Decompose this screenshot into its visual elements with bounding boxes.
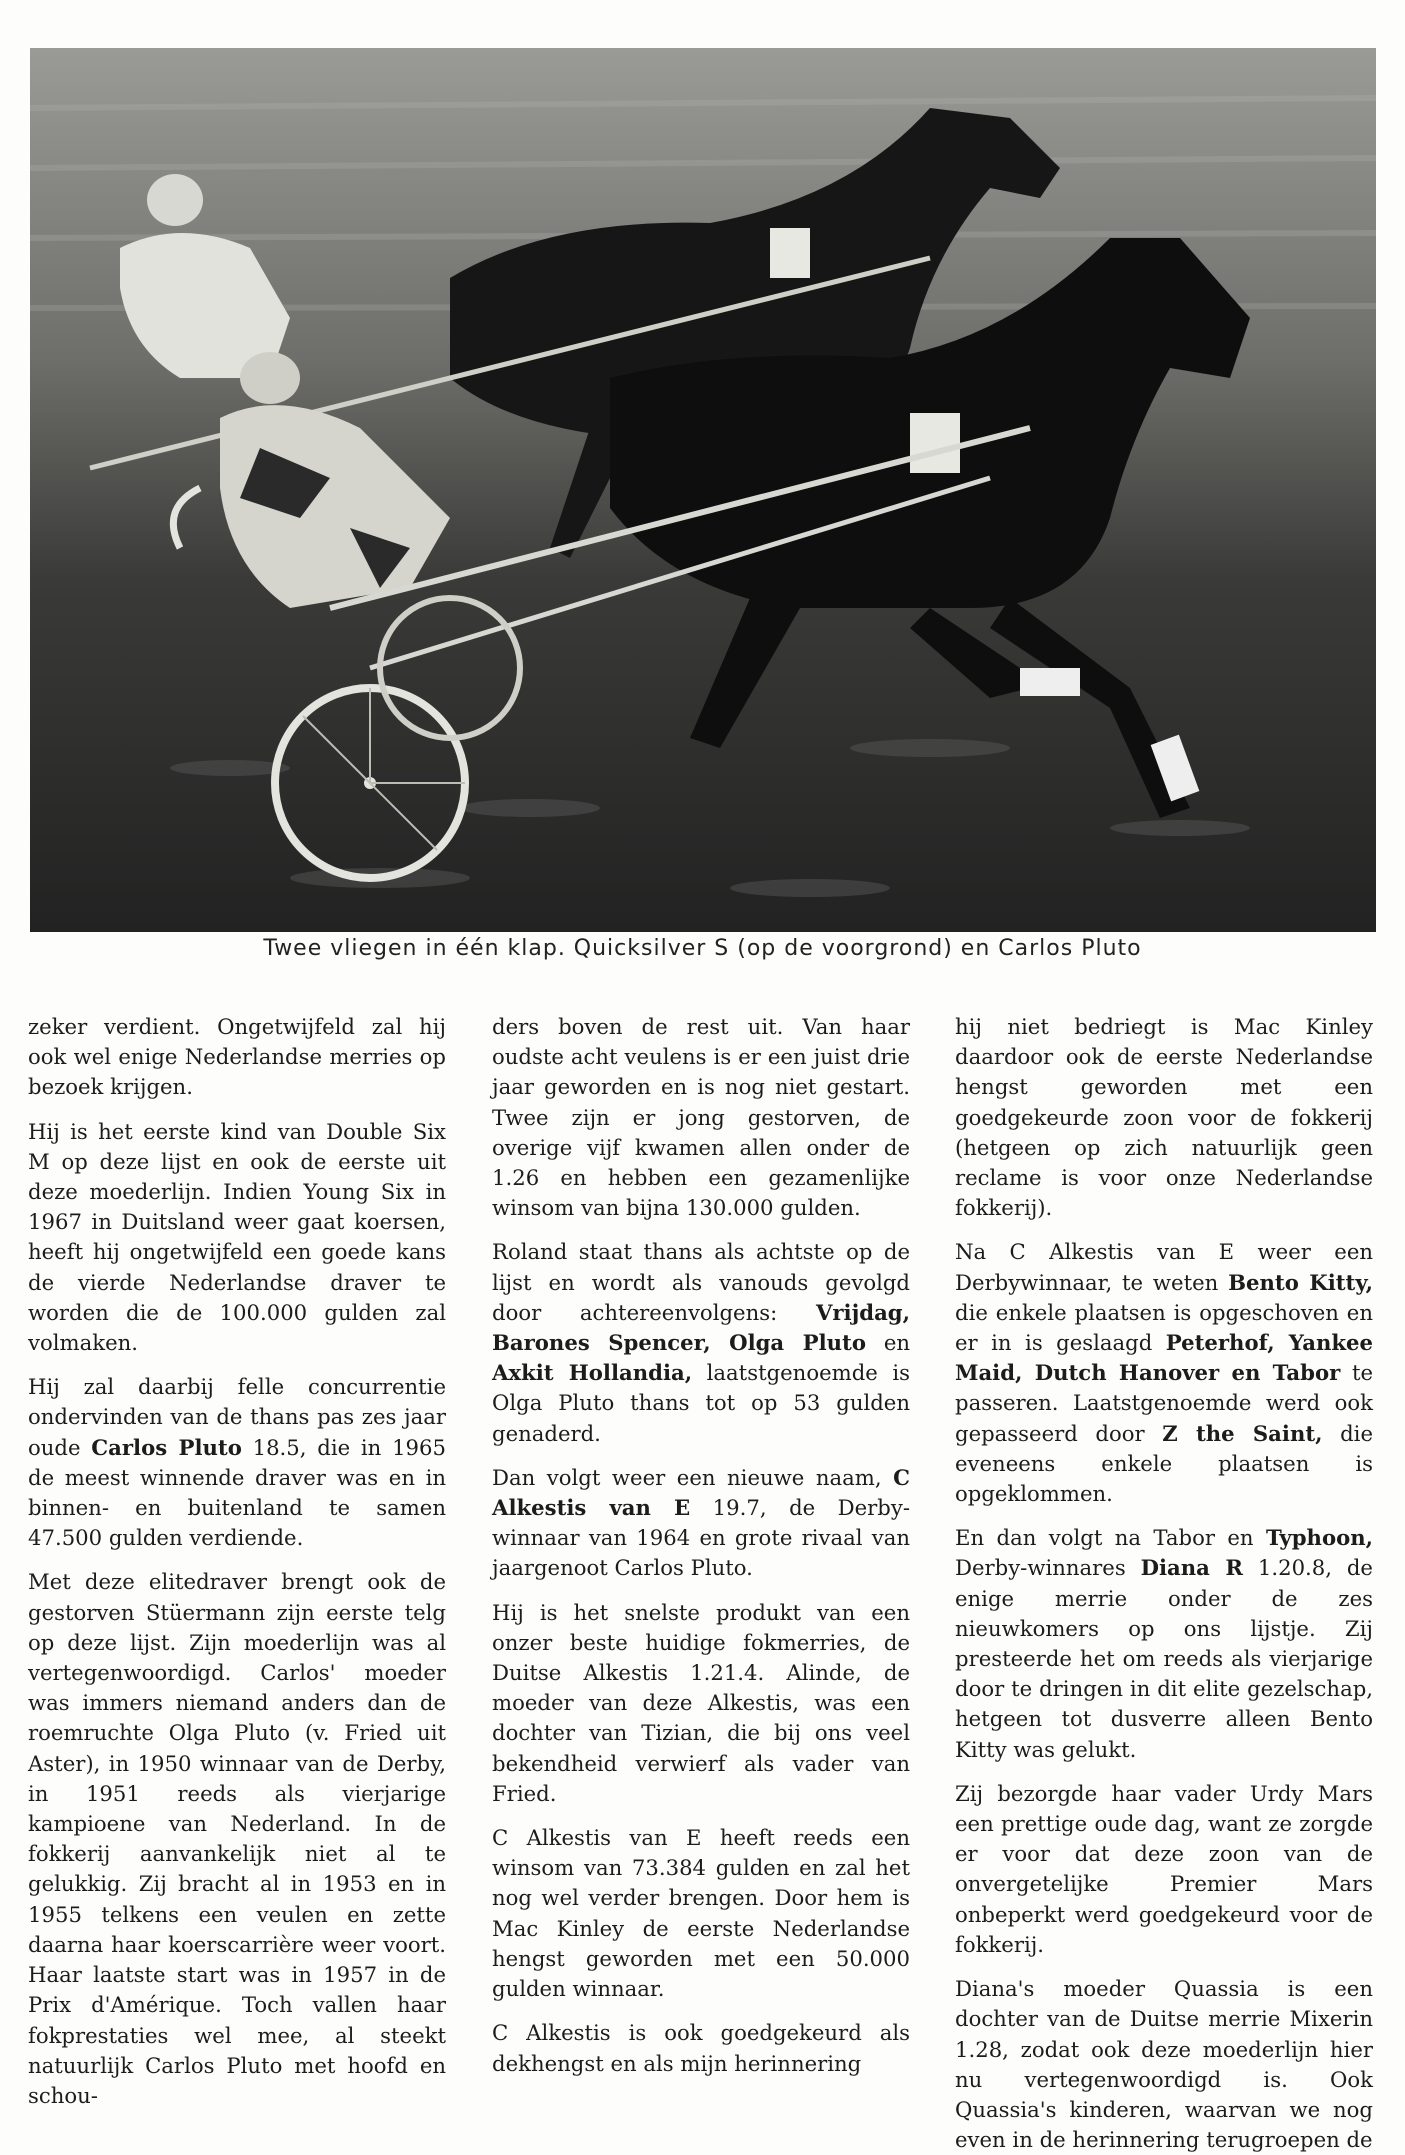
bold-name: Diana R	[1140, 1555, 1243, 1581]
text-run: hij niet bedriegt is Mac Kinley daardoor ook de eerste Nederlandse hengst geworden met een goedgekeurde zoon voor de fokkerij (hetgeen op zich natuurlijk geen reclame is voor onze Nederlandse fokkerij).	[955, 1014, 1373, 1221]
text-run: die eveneens enkele plaatsen is opgeklommen.	[955, 1420, 1373, 1507]
text-run: Hij is het eerste kind van Double Six M op deze lijst en ook de eerste uit deze moederlijn. Indien Young Six in 1967 in Duitsland weer gaat koersen, heeft hij ongetwijfeld een goede kans de vierde Nederlandse draver te worden die de 100.000 gulden zal volmaken.	[28, 1118, 446, 1356]
text-run: C Alkestis is ook goedgekeurd als dekhengst en als mijn herinnering	[492, 2020, 910, 2076]
bold-name: Z the Saint,	[1162, 1420, 1323, 1446]
text-run: Na C Alkestis van E weer een Derbywinnaar, te weten	[955, 1239, 1373, 1295]
text-run: Hij is het snelste produkt van een onzer beste huidige fokmerries, de Duitse Alkestis 1.21.4. Alinde, de moeder van deze Alkestis, was een dochter van Tizian, die bij ons veel bekendheid verwierf als vader van Fried.	[492, 1599, 910, 1806]
paragraph	[955, 1974, 1373, 2155]
paragraph	[492, 1823, 910, 2004]
text-run: C Alkestis van E heeft reeds een winsom van 73.384 gulden en zal het nog wel verder brengen. Door hem is Mac Kinley de eerste Nederlandse hengst geworden met een 50.000 gulden winnaar.	[492, 1825, 910, 2002]
paragraph	[955, 1237, 1373, 1509]
harness-racing-illustration	[30, 48, 1376, 932]
text-run: te passeren. Laatstgenoemde werd ook gepasseerd door	[955, 1360, 1373, 1446]
paragraph	[492, 1012, 910, 1223]
text-run: 19.7, de Derby-winnaar van 1964 en grote rivaal van jaargenoot Carlos Pluto.	[492, 1495, 910, 1581]
text-run: En dan volgt na Tabor en	[955, 1525, 1266, 1551]
bold-name: C Alkestis van E	[492, 1464, 910, 1521]
text-run: die enkele plaatsen is opgeschoven en er in is geslaagd	[955, 1299, 1373, 1356]
text-run: 1.20.8, de enige merrie onder de zes nieuwkomers op ons lijstje. Zij presteerde het om reeds als vierjarige door te dringen in dit elite gezelschap, hetgeen tot dusverre alleen Bento Kitty was gelukt.	[955, 1555, 1373, 1762]
photo-caption: Twee vliegen in één klap. Quicksilver S (op de voorgrond) en Carlos Pluto	[263, 936, 1142, 961]
text-run: laatstgenoemde is Olga Pluto thans tot op 53 gulden genaderd.	[492, 1360, 910, 1446]
text-run: Met deze elitedraver brengt ook de gestorven Stüermann zijn eerste telg op deze lijst. Zijn moederlijn was al vertegenwoordigd. Carlos' moeder was immers niemand anders dan de roemruchte Olga Pluto (v. Fried uit Aster), in 1950 winnaar van de Derby, in 1951 reeds als vierjarige kampioene van Nederland. In de fokkerij aanvankelijk niet al te gelukkig. Zij bracht al in 1953 en in 1955 telkens een veulen en zette daarna haar koerscarrière weer voort. Haar laatste start was in 1957 in de Prix d'Amérique. Toch vallen haar fokprestaties wel mee, al steekt natuurlijk Carlos Pluto met hoofd en schou-	[28, 1569, 446, 2108]
bold-name: Carlos Pluto	[91, 1434, 242, 1460]
paragraph	[28, 1117, 446, 1359]
text-run: Dan volgt weer een nieuwe naam,	[492, 1464, 894, 1490]
paragraph	[955, 1523, 1373, 1765]
text-run: Roland staat thans als achtste op de lijst en wordt als vanouds gevolgd door achtereenvolgens:	[492, 1239, 910, 1325]
harness-racing-photo	[30, 48, 1376, 932]
text-run: 18.5, die in 1965 de meest winnende draver was en in binnen- en buitenland te samen 47.500 gulden verdiende.	[28, 1434, 446, 1551]
paragraph	[492, 1598, 910, 1809]
bold-name: Axkit Hollandia,	[492, 1360, 693, 1386]
paragraph	[492, 1237, 910, 1448]
text-run: ders boven de rest uit. Van haar oudste acht veulens is er een juist drie jaar geworden en is nog niet gestart. Twee zijn er jong gestorven, de overige vijf kwamen allen onder de 1.26 en hebben een gezamenlijke winsom van bijna 130.000 gulden.	[492, 1014, 910, 1221]
text-column-1	[28, 1012, 446, 2108]
bold-name: Peterhof, Yankee Maid, Dutch Hanover en Tabor	[955, 1330, 1373, 1386]
text-run: en	[865, 1330, 911, 1356]
text-run: Hij zal daarbij felle concurrentie ondervinden van de thans pas zes jaar oude	[28, 1374, 446, 1460]
text-column-2	[492, 1012, 911, 2076]
text-run: zeker verdient. Ongetwijfeld zal hij ook wel enige Nederlandse merries op bezoek krijgen.	[28, 1014, 446, 1100]
bold-name: Bento Kitty,	[1228, 1269, 1373, 1295]
paragraph	[955, 1012, 1373, 1223]
bold-name: Vrijdag, Barones Spencer, Olga Pluto	[492, 1299, 910, 1356]
text-run: Derby-winnares	[955, 1555, 1141, 1581]
paragraph	[492, 2018, 910, 2078]
paragraph	[955, 1779, 1373, 1960]
paragraph	[28, 1372, 446, 1553]
text-run: Zij bezorgde haar vader Urdy Mars een prettige oude dag, want ze zorgde er voor dat deze zoon van de onvergetelijke Premier Mars onbeperkt werd goedgekeurd voor de fokkerij.	[955, 1780, 1373, 1957]
text-run: Diana's moeder Quassia is een dochter van de Duitse merrie Mixerin 1.28, zodat ook deze moederlijn hier nu vertegenwoordigd is. Ook Quassia's kinderen, waarvan we nog even in de herinnering terugroepen de	[955, 1976, 1373, 2153]
paragraph	[492, 1463, 910, 1584]
paragraph	[28, 1567, 446, 2111]
bold-name: Typhoon,	[1265, 1525, 1373, 1551]
paragraph	[28, 1012, 446, 1103]
text-column-3	[955, 1012, 1373, 2153]
